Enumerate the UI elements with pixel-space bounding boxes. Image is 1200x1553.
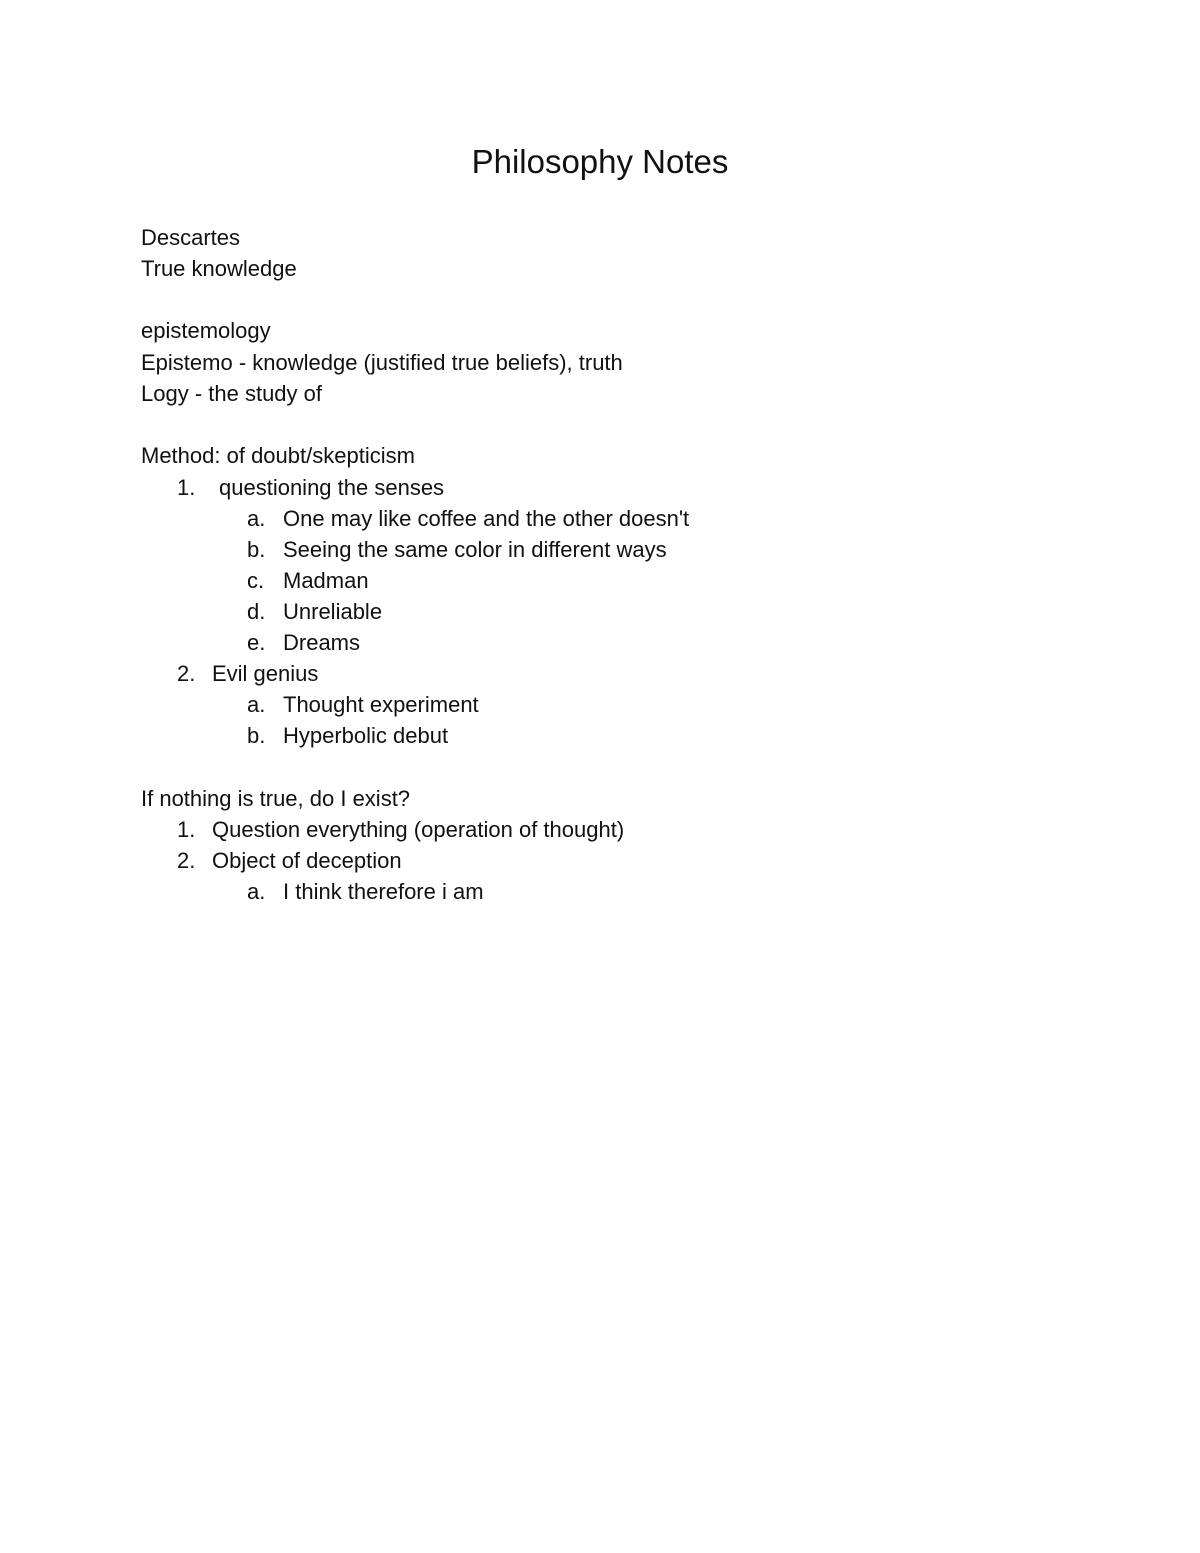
list-marker: 1. — [177, 817, 196, 842]
sublist-marker: d. — [247, 599, 266, 624]
sublist-item: One may like coffee and the other doesn't — [283, 506, 690, 531]
sublist-item: I think therefore i am — [283, 879, 484, 904]
list-item: questioning the senses — [219, 475, 445, 500]
list-item: Question everything (operation of thought) — [212, 817, 625, 842]
sublist-marker: b. — [247, 723, 266, 748]
sublist-item: Unreliable — [283, 599, 383, 624]
sublist-marker: a. — [247, 692, 266, 717]
heading-author: Descartes — [141, 225, 241, 250]
sublist-item: Seeing the same color in different ways — [283, 537, 667, 562]
sublist-marker: e. — [247, 630, 266, 655]
list-marker: 2. — [177, 848, 196, 873]
sublist-item: Hyperbolic debut — [283, 723, 449, 748]
sublist-item: Madman — [283, 568, 369, 593]
list-item: Evil genius — [212, 661, 319, 686]
list-marker: 1. — [177, 475, 196, 500]
method-heading: Method: of doubt/skepticism — [141, 443, 415, 468]
sublist-item: Thought experiment — [283, 692, 479, 717]
definition-logy: Logy - the study of — [141, 381, 322, 406]
term-epistemology: epistemology — [141, 318, 271, 343]
sublist-marker: b. — [247, 537, 266, 562]
heading-topic: True knowledge — [141, 256, 297, 281]
page-title: Philosophy Notes — [471, 143, 729, 180]
definition-epistemo: Epistemo - knowledge (justified true beliefs), truth — [141, 350, 623, 375]
sublist-marker: c. — [247, 568, 265, 593]
existence-heading: If nothing is true, do I exist? — [141, 786, 411, 811]
sublist-item: Dreams — [283, 630, 361, 655]
sublist-marker: a. — [247, 879, 266, 904]
list-marker: 2. — [177, 661, 196, 686]
list-item: Object of deception — [212, 848, 402, 873]
sublist-marker: a. — [247, 506, 266, 531]
